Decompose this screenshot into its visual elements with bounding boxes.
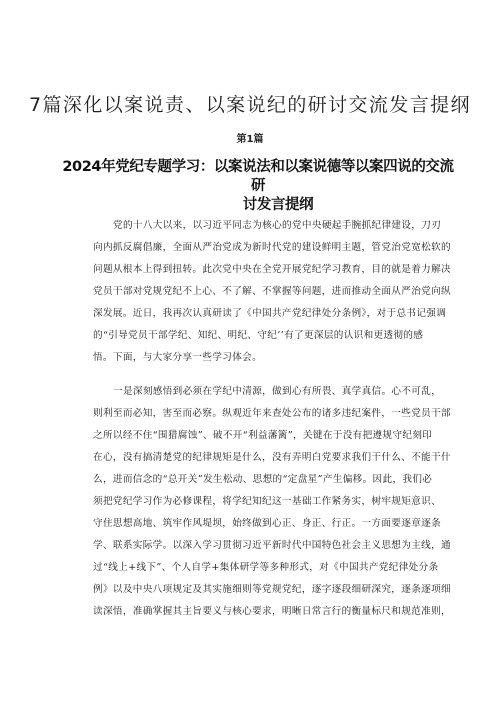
paragraph-line: 守住思想高地、筑牢作风堤坝，始终做到心正、身正、行正。一方面要逐章逐条	[93, 518, 442, 529]
paragraph-line: 学、联系实际学。以深入学习贯彻习近平新时代中国特色社会主义思想为主线，通	[93, 540, 451, 551]
paragraph-line: 例》以及中央八项规定及其实施细则等党规党纪，逐字逐段细研深究，逐条逐项细	[93, 584, 451, 595]
paragraph-line: 一是深刻感悟到必须在学纪中清源，做到心有所畏、真学真信。心不可乱，	[113, 386, 442, 397]
paragraph-line: 向内抓反腐倡廉，全面从严治党成为新时代党的建设鲜明主题，管党治党宽松软的	[93, 242, 451, 253]
paragraph-1	[93, 215, 453, 369]
paragraph-line: 在心，没有搞清楚党的纪律规矩是什么，没有弄明白党要求我们干什么、不能干什	[93, 452, 451, 463]
paragraph-2	[93, 381, 453, 623]
paragraph-line: 则利至而必知，害至而必察。纵观近年来查处公布的诸多违纪案件，一些党员干部	[93, 408, 451, 419]
paragraph-line: 问题从根本上得到扭转。此次党中央在全党开展党纪学习教育，目的就是着力解决	[93, 264, 451, 275]
paragraph-line: 须把党纪学习作为必修课程，将学纪知纪这一基础工作紧务实，树牢规矩意识、	[93, 496, 442, 507]
paragraph-line: 悟。下面，与大家分享一些学习体会。	[93, 352, 263, 363]
paragraph-line: 党的十八大以来，以习近平同志为核心的党中央硬起手腕抓纪律建设，刀刃	[113, 220, 442, 231]
section-number: 第1篇	[236, 134, 264, 145]
paragraph-line: 之所以经不住“围猎腐蚀”、破不开“利益藩篱”，关键在于没有把遵规守纪刻印	[93, 430, 433, 441]
section-subtitle-line-1: 2024年党纪专题学习：以案说法和以案说德等以案四说的交流研	[62, 159, 454, 194]
paragraph-line: 么，进而信念的“总开关”发生松动、思想的“定盘星”产生偏移。因此，我们必	[93, 474, 433, 485]
paragraph-line: 过“线上+线下”、个人自学+集体研学等多种形式，对《中国共产党纪律处分条	[93, 562, 439, 573]
paragraph-line: 的“引导党员干部学纪、知纪、明纪、守纪’’有了更深层的认识和更透彻的感	[93, 330, 424, 341]
paragraph-line: 深发展。近日，我再次认真研读了《中国共产党纪律处分条例》，对于总书记强调	[93, 308, 447, 319]
document-title: 7篇深化以案说责、以案说纪的研讨交流发言提纲	[29, 94, 471, 116]
section-subtitle	[58, 158, 458, 215]
document-body	[93, 215, 453, 633]
paragraph-line: 读深悟，准确掌握其主旨要义与核心要求，明晰日常言行的衡量标尺和规范准则，	[93, 606, 451, 617]
paragraph-line: 党员干部对党规党纪不上心、不了解、不掌握等问题，进而推动全面从严治党向纵	[93, 286, 451, 297]
section-subtitle-line-2: 讨发言提纲	[242, 197, 314, 213]
